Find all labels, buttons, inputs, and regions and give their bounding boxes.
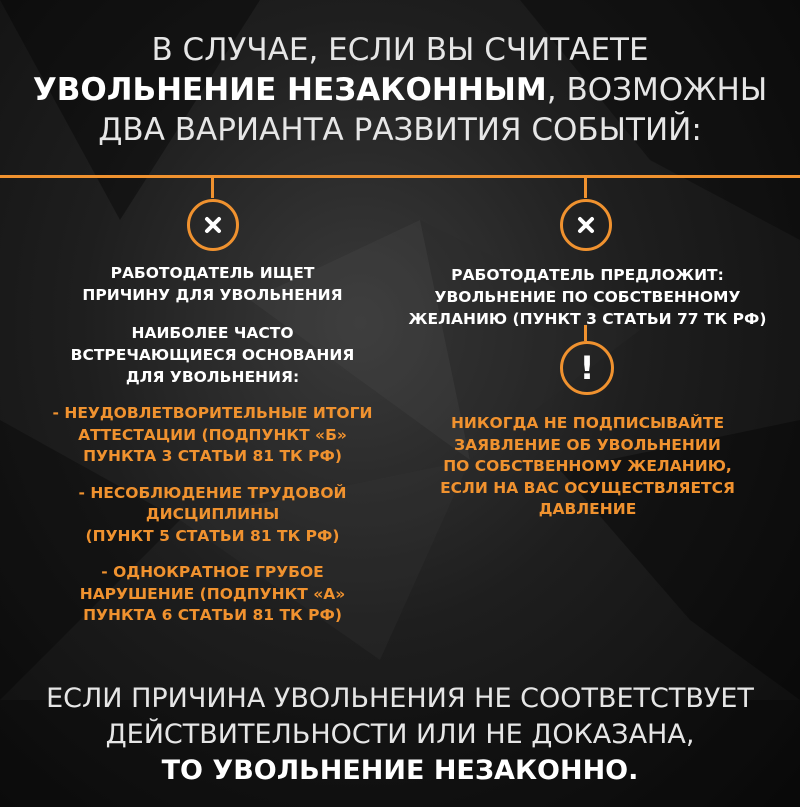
reason-line: (ПУНКТ 5 СТАТЬИ 81 ТК РФ) bbox=[85, 526, 340, 545]
left-title-line: РАБОТОДАТЕЛЬ ИЩЕТ bbox=[110, 264, 315, 282]
right-title-line: УВОЛЬНЕНИЕ ПО СОБСТВЕННОМУ bbox=[434, 288, 741, 306]
header-line-2-rest: , ВОЗМОЖНЫ bbox=[546, 72, 768, 108]
reason-line: ДИСЦИПЛИНЫ bbox=[145, 505, 280, 523]
footer-line-1: ЕСЛИ ПРИЧИНА УВОЛЬНЕНИЯ НЕ СООТВЕТСТВУЕТ bbox=[46, 683, 754, 714]
close-icon bbox=[575, 214, 597, 236]
warning-text bbox=[395, 413, 780, 521]
reason-line: - НЕУДОВЛЕТВОРИТЕЛЬНЫЕ ИТОГИ bbox=[52, 404, 373, 422]
reason-line: ПУНКТА 3 СТАТЬИ 81 ТК РФ) bbox=[83, 447, 342, 465]
reason-line: - ОДНОКРАТНОЕ ГРУБОЕ bbox=[101, 563, 324, 581]
right-connector bbox=[584, 176, 587, 198]
header-bold: УВОЛЬНЕНИЕ НЕЗАКОННЫМ bbox=[32, 72, 547, 108]
footer-line-3: ТО УВОЛЬНЕНИЕ НЕЗАКОННО. bbox=[161, 755, 639, 786]
left-title bbox=[20, 262, 405, 306]
left-column bbox=[20, 262, 405, 627]
reason-3 bbox=[20, 562, 405, 627]
right-column bbox=[395, 264, 780, 330]
warning-line: ЕСЛИ НА ВАС ОСУЩЕСТВЛЯЕТСЯ bbox=[440, 478, 735, 497]
right-x-icon bbox=[560, 199, 612, 251]
left-subtitle-line: ДЛЯ УВОЛЬНЕНИЯ: bbox=[125, 368, 300, 386]
header-line-3: ДВА ВАРИАНТА РАЗВИТИЯ СОБЫТИЙ: bbox=[98, 112, 702, 148]
warning-icon bbox=[560, 341, 614, 395]
reason-1 bbox=[20, 403, 405, 468]
left-subtitle bbox=[20, 322, 405, 388]
left-subtitle-line: ВСТРЕЧАЮЩИЕСЯ ОСНОВАНИЯ bbox=[70, 346, 355, 364]
left-connector bbox=[211, 176, 214, 198]
header-line-2 bbox=[0, 70, 800, 110]
warning-line: ЗАЯВЛЕНИЕ ОБ УВОЛЬНЕНИИ bbox=[454, 435, 721, 454]
exclamation-icon: ! bbox=[579, 349, 595, 387]
left-x-icon bbox=[187, 199, 239, 251]
divider-line bbox=[0, 175, 800, 178]
footer-conclusion bbox=[0, 681, 800, 789]
warning-line: ПО СОБСТВЕННОМУ ЖЕЛАНИЮ, bbox=[443, 457, 732, 475]
reason-line: ПУНКТА 6 СТАТЬИ 81 ТК РФ) bbox=[83, 606, 342, 624]
left-title-line: ПРИЧИНУ ДЛЯ УВОЛЬНЕНИЯ bbox=[82, 286, 343, 304]
reason-line: НАРУШЕНИЕ (ПОДПУНКТ «А» bbox=[79, 584, 346, 603]
left-subtitle-line: НАИБОЛЕЕ ЧАСТО bbox=[131, 324, 294, 342]
header-line-1: В СЛУЧАЕ, ЕСЛИ ВЫ СЧИТАЕТЕ bbox=[151, 32, 649, 68]
warning-line: ДАВЛЕНИЕ bbox=[538, 500, 637, 518]
footer-line-2: ДЕЙСТВИТЕЛЬНОСТИ ИЛИ НЕ ДОКАЗАНА, bbox=[105, 719, 695, 750]
right-title-line: ЖЕЛАНИЮ (ПУНКТ 3 СТАТЬИ 77 ТК РФ) bbox=[408, 310, 767, 328]
reason-line: АТТЕСТАЦИИ (ПОДПУНКТ «Б» bbox=[78, 425, 347, 444]
right-title bbox=[395, 264, 780, 330]
warning-line: НИКОГДА НЕ ПОДПИСЫВАЙТЕ bbox=[450, 414, 725, 432]
reason-line: - НЕСОБЛЮДЕНИЕ ТРУДОВОЙ bbox=[78, 483, 347, 502]
close-icon bbox=[202, 214, 224, 236]
reason-2 bbox=[20, 483, 405, 548]
header-title bbox=[0, 30, 800, 150]
right-title-line: РАБОТОДАТЕЛЬ ПРЕДЛОЖИТ: bbox=[451, 266, 724, 284]
